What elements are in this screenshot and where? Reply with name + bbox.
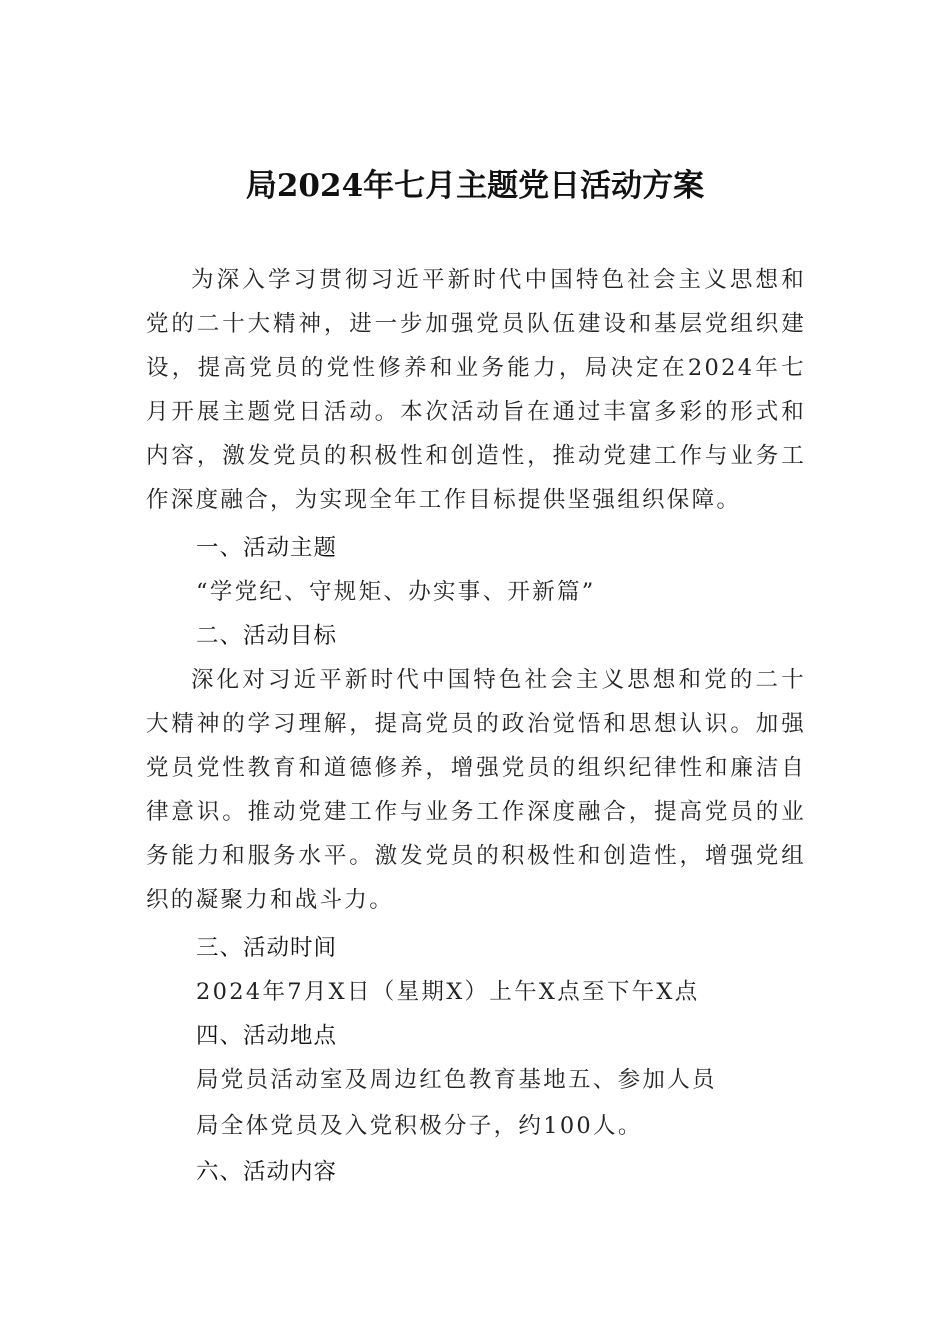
section-content-goals: 深化对习近平新时代中国特色社会主义思想和党的二十大精神的学习理解，提高党员的政治觉悟和思想认识。加强党员党性教育和道德修养，增强党员的组织纪律性和廉洁自律意识。推动党建工作与业务工作深度融合，提高党员的业务能力和服务水平。激发党员的积极性和创造性，增强党组织的凝聚力和战斗力。 xyxy=(146,667,806,913)
section-content-time: 2024年7月X日（星期X）上午X点至下午X点 xyxy=(196,979,700,1005)
section-heading-theme: 一、活动主题 xyxy=(196,535,338,561)
section-heading-content: 六、活动内容 xyxy=(196,1159,338,1185)
section-content-theme: “学党纪、守规矩、办实事、开新篇” xyxy=(196,579,596,605)
section-content-participants: 局全体党员及入党积极分子，约100人。 xyxy=(196,1113,643,1139)
section-content-goals-block xyxy=(146,658,806,922)
section-content-location: 局党员活动室及周边红色教育基地五、参加人员 xyxy=(196,1067,717,1093)
section-heading-goals: 二、活动目标 xyxy=(196,623,338,649)
section-heading-time: 三、活动时间 xyxy=(196,935,338,961)
intro-paragraph-block xyxy=(146,258,806,522)
section-heading-location: 四、活动地点 xyxy=(196,1023,338,1049)
document-title: 局2024年七月主题党日活动方案 xyxy=(245,168,705,204)
intro-paragraph: 为深入学习贯彻习近平新时代中国特色社会主义思想和党的二十大精神，进一步加强党员队伍建设和基层党组织建设，提高党员的党性修养和业务能力，局决定在2024年七月开展主题党日活动。本次活动旨在通过丰富多彩的形式和内容，激发党员的积极性和创造性，推动党建工作与业务工作深度融合，为实现全年工作目标提供坚强组织保障。 xyxy=(146,267,806,513)
